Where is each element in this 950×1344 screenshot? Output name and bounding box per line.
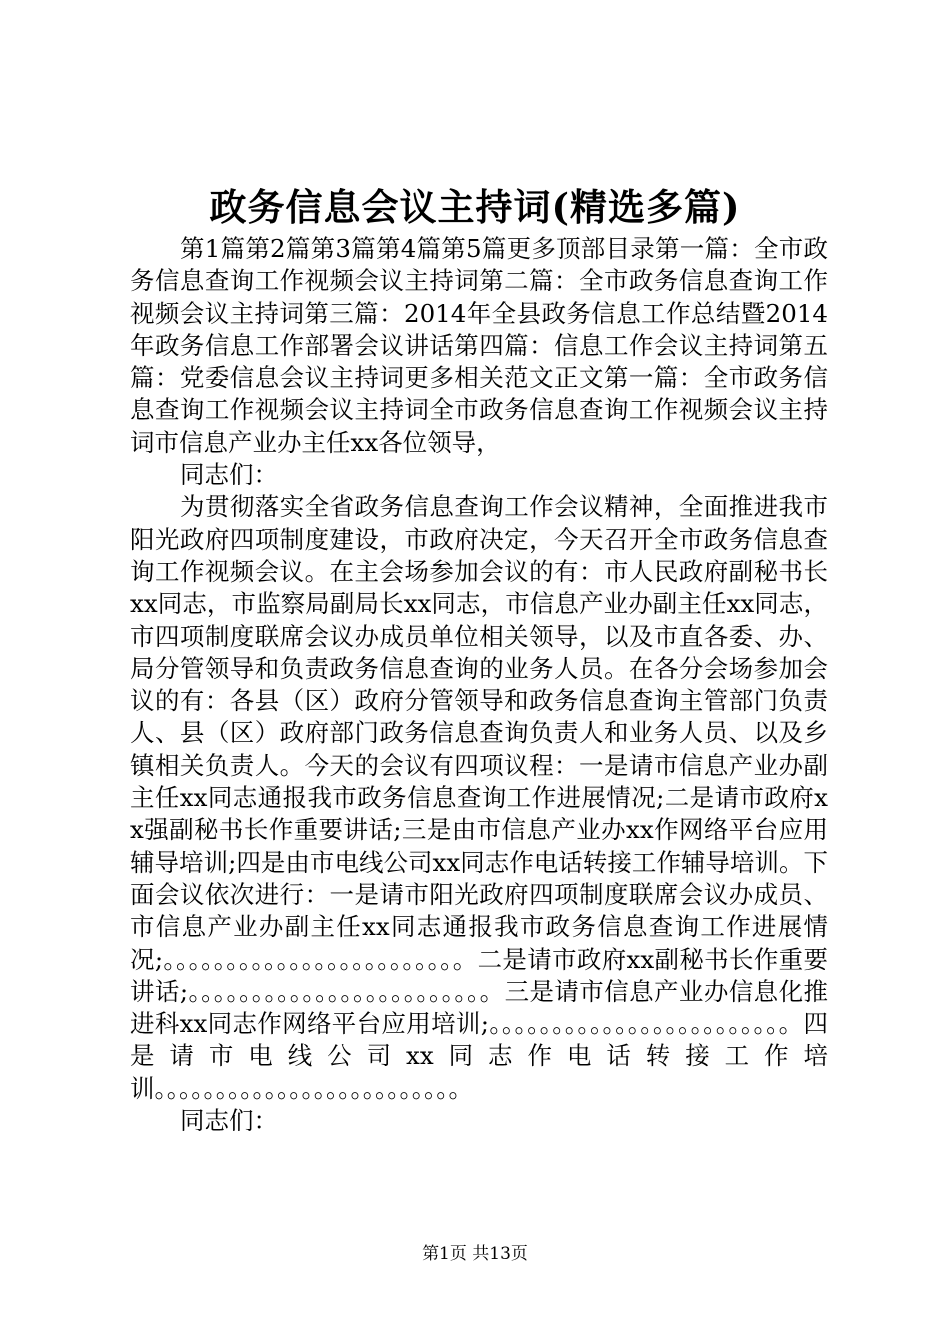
document-title: 政务信息会议主持词(精选多篇)	[209, 185, 741, 229]
paragraph-meeting-agenda: 为贯彻落实全省政务信息查询工作会议精神，全面推进我市阳光政府四项制度建设，市政府决定，今天召开全市政务信息查询工作视频会议。在主会场参加会议的有：市人民政府副秘书长xx同志，市监察局副局长xx同志，市信息产业办副主任xx同志，市四项制度联席会议办成员单位相关领导，以及市直各委、办、局分管领导和负责政务信息查询的业务人员。在各分会场参加会议的有：各县（区）政府分管领导和政务信息查询主管部门负责人、县（区）政府部门政务信息查询负责人和业务人员、以及乡镇相关负责人。今天的会议有四项议程：一是请市信息产业办副主任xx同志通报我市政务信息查询工作进展情况;二是请市政府xx强副秘书长作重要讲话;三是由市信息产业办xx作网络平台应用辅导培训;四是由市电线公司xx同志作电话转接工作辅导培训。下面会议依次进行：一是请市阳光政府四项制度联席会议办成员、市信息产业办副主任xx同志通报我市政务信息查询工作进展情况;。。。。。。。。。。。。。。。。。。。。。。。。二是请市政府xx副秘书长作重要讲话;。。。。。。。。。。。。。。。。。。。。。。。。三是请市信息产业办信息化推进科xx同志作网络平台应用培训;。。。。。。。。。。。。。。。。。。。。。。。。四是请市电线公司xx同志作电话转接工作培训。。。。。。。。。。。。。。。。。。。。。。。。。	[130, 492, 828, 1103]
document-body	[130, 233, 828, 1137]
page-number-footer: 第1页 共13页	[422, 1244, 528, 1264]
paragraph-salutation: 同志们：	[180, 460, 278, 490]
paragraph-salutation-closing: 同志们：	[180, 1106, 278, 1136]
paragraph-table-of-contents: 第1篇第2篇第3篇第4篇第5篇更多顶部目录第一篇：全市政务信息查询工作视频会议主持词第二篇：全市政务信息查询工作视频会议主持词第三篇：2014年全县政务信息工作总结暨2014年政务信息工作部署会议讲话第四篇：信息工作会议主持词第五篇：党委信息会议主持词更多相关范文正文第一篇：全市政务信息查询工作视频会议主持词全市政务信息查询工作视频会议主持词市信息产业办主任xx各位领导，	[130, 234, 828, 457]
